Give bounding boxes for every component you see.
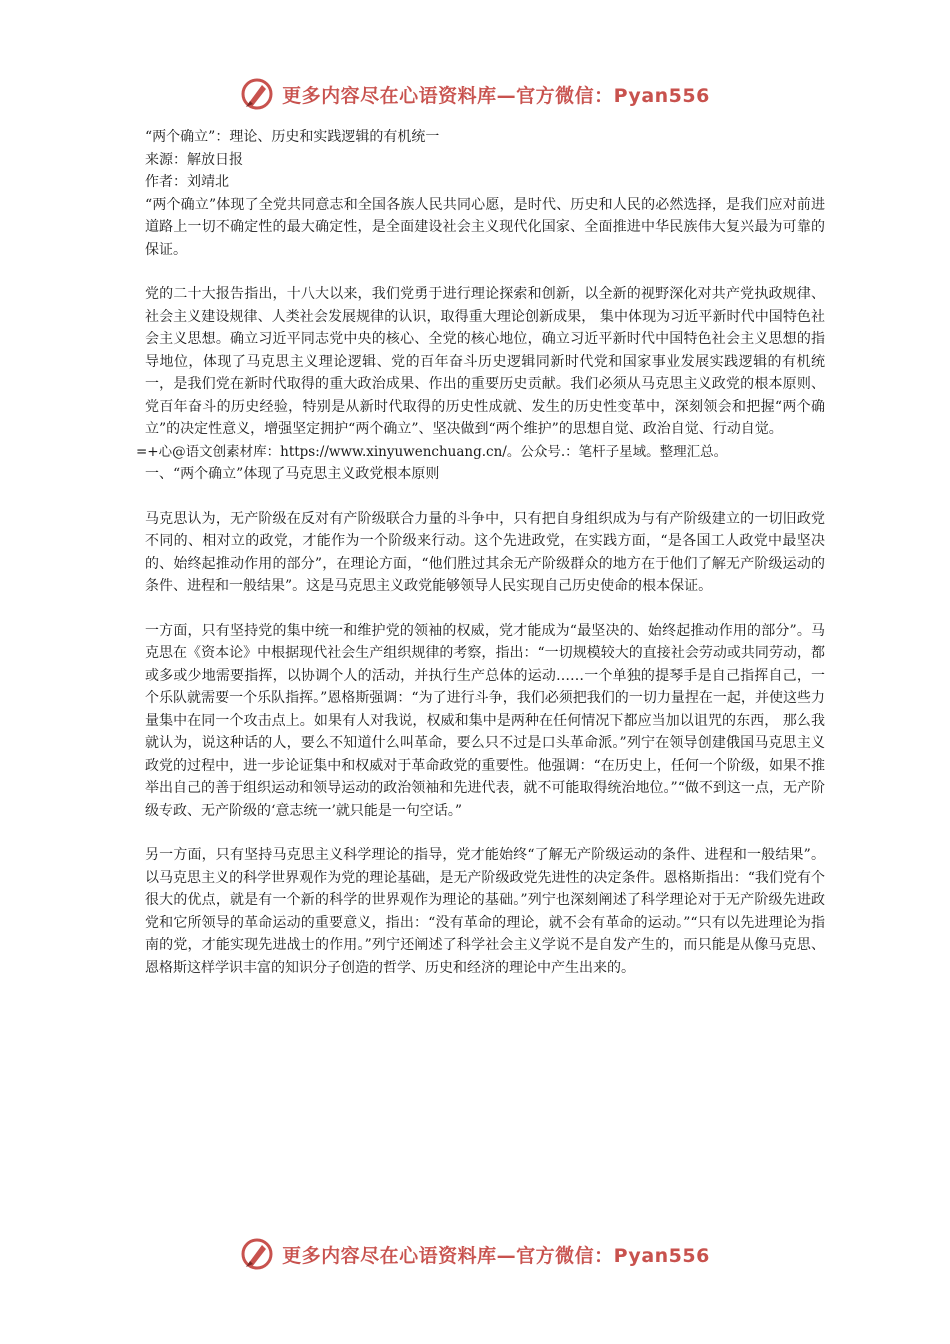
paragraph: 马克思认为，无产阶级在反对有产阶级联合力量的斗争中，只有把自身组织成为与有产阶级建立的一切旧政党不同的、相对立的政党，才能作为一个阶级来行动。这个先进政党，在实践方面，“是各国工人政党中最坚决的、始终起推动作用的部分”，在理论方面，“他们胜过其余无产阶级群众的地方在于他们了解无产阶级运动的条件、进程和一般结果”。这是马克思主义政党能够领导人民实现自己历史使命的根本保证。 — [145, 510, 825, 594]
article-body — [136, 126, 825, 979]
intro-paragraph: “两个确立”体现了全党共同意志和全国各族人民共同心愿，是时代、历史和人民的必然选择，是我们应对前进道路上一切不确定性的最大确定性，是全面建设社会主义现代化国家、全面推进中华民族伟大复兴最为可靠的保证。 — [145, 196, 825, 258]
banner-text: 更多内容尽在心语资料库—官方微信：Pyan556 — [282, 84, 710, 107]
paragraph: 一方面，只有坚持党的集中统一和维护党的领袖的权威，党才能成为“最坚决的、始终起推动作用的部分”。马克思在《资本论》中根据现代社会生产组织规律的考察，指出：“一切规模较大的直接社会劳动或共同劳动，都或多或少地需要指挥，以协调个人的活动，并执行生产总体的运动……一个单独的提琴手是自己指挥自己，一个乐队就需要一个乐队指挥。”恩格斯强调：“为了进行斗争，我们必须把我们的一切力量捏在一起，并使这些力量集中在同一个攻击点上。如果有人对我说，权威和集中是两种在任何情况下都应当加以诅咒的东西， 那么我就认为，说这种话的人，要么不知道什么叫革命，要么只不过是口头革命派。”列宁在领导创建俄国马克思主义政党的过程中，进一步论证集中和权威对于革命政党的重要性。他强调：“在历史上，任何一个阶级，如果不推举出自己的善于组织运动和领导运动的政治领袖和先进代表，就不可能取得统治地位。”“做不到这一点，无产阶级专政、无产阶级的‘意志统一’就只能是一句空话。” — [145, 622, 825, 819]
article-title: “两个确立”：理论、历史和实践逻辑的有机统一 — [145, 129, 440, 145]
source-note: =+心@语文创素材库：https://www.xinyuwenchuang.cn/。公众号.：笔杆子星域。整理汇总。 — [136, 443, 728, 460]
banner-text: 更多内容尽在心语资料库—官方微信：Pyan556 — [282, 1244, 710, 1267]
header-banner — [0, 72, 950, 116]
paragraph: 另一方面，只有坚持马克思主义科学理论的指导，党才能始终“了解无产阶级运动的条件、进程和一般结果”。以马克思主义的科学世界观作为党的理论基础，是无产阶级政党先进性的决定条件。恩格斯指出：“我们党有个很大的优点，就是有一个新的科学的世界观作为理论的基础。”列宁也深刻阐述了科学理论对于无产阶级先进政党和它所领导的革命运动的重要意义，指出：“没有革命的理论，就不会有革命的运动。”“只有以先进理论为指南的党，才能实现先进战士的作用。”列宁还阐述了科学社会主义学说不是自发产生的，而只能是从像马克思、恩格斯这样学识丰富的知识分子创造的哲学、历史和经济的理论中产生出来的。 — [145, 847, 825, 976]
brand-logo-icon — [240, 77, 274, 111]
brand-logo-icon — [240, 1237, 274, 1271]
section-heading: 一、“两个确立”体现了马克思主义政党根本原则 — [145, 466, 440, 482]
article-author: 作者：刘靖北 — [145, 174, 229, 190]
footer-banner — [0, 1232, 950, 1276]
article-source: 来源：解放日报 — [145, 151, 243, 168]
paragraph: 党的二十大报告指出，十八大以来，我们党勇于进行理论探索和创新，以全新的视野深化对共产党执政规律、社会主义建设规律、人类社会发展规律的认识，取得重大理论创新成果， 集中体现为习近平新时代中国特色社会主义思想。确立习近平同志党中央的核心、全党的核心地位，确立习近平新时代中国特色社会主义思想的指导地位，体现了马克思主义理论逻辑、党的百年奋斗历史逻辑同新时代党和国家事业发展实践逻辑的有机统一，是我们党在新时代取得的重大政治成果、作出的重要历史贡献。我们必须从马克思主义政党的根本原则、党百年奋斗的历史经验，特别是从新时代取得的历史性成就、发生的历史性变革中，深刻领会和把握“两个确立”的决定性意义，增强坚定拥护“两个确立”、坚决做到“两个维护”的思想自觉、政治自觉、行动自觉。 — [145, 286, 825, 437]
